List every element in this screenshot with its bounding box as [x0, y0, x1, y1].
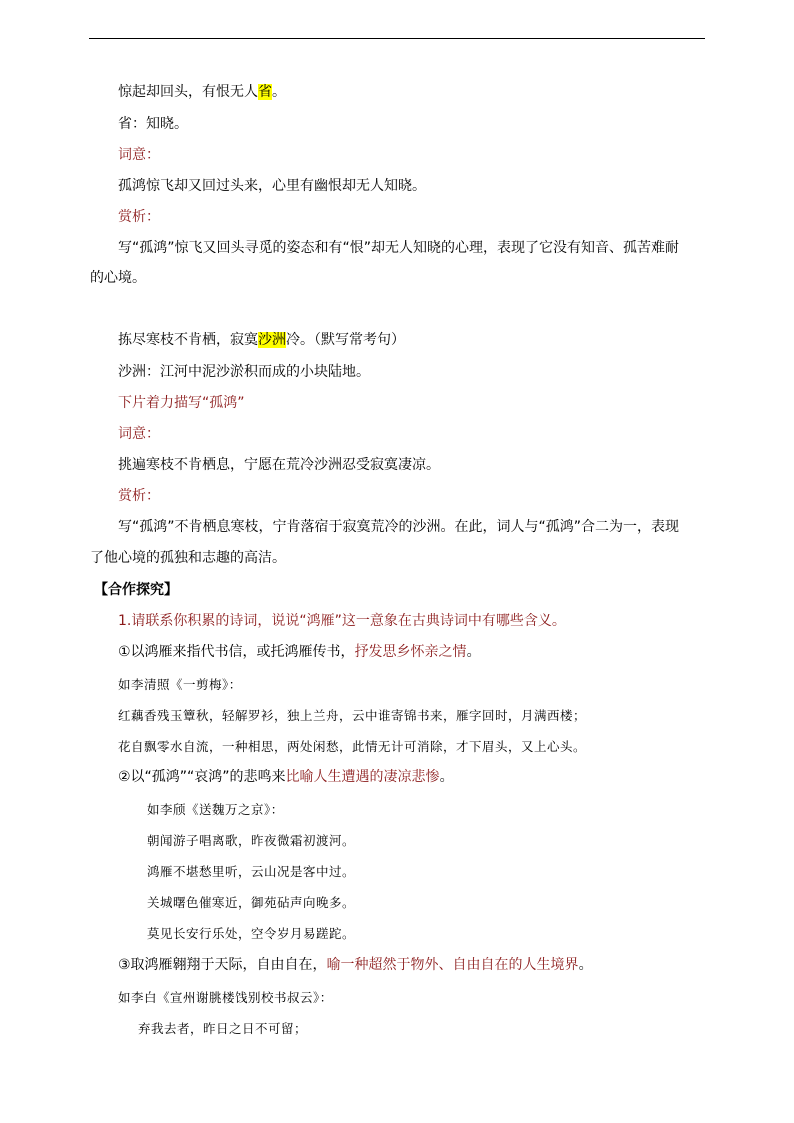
point-2: ②以“孤鸿”“哀鸿”的悲鸣来比喻人生遭遇的凄凉悲惨。 [118, 769, 454, 785]
meaning-2: 挑遍寒枝不肯栖息，宁愿在荒冷沙洲忍受寂寞凄凉。 [118, 457, 440, 473]
example-1-line-2: 花自飘零水自流，一种相思，两处闲愁，此情无计可消除，才下眉头，又上心头。 [118, 739, 587, 754]
gloss-1: 省：知晓。 [118, 116, 188, 132]
point-3: ③取鸿雁翱翔于天际，自由自在，喻一种超然于物外、自由自在的人生境界。 [118, 957, 593, 973]
example-3-line-1: 弃我去者，昨日之日不可留； [138, 1021, 308, 1036]
example-2-line-2: 鸿雁不堪愁里听，云山况是客中过。 [147, 864, 356, 879]
label-meaning-2: 词意： [118, 426, 160, 442]
gloss-2: 沙洲：江河中泥沙淤积而成的小块陆地。 [118, 364, 370, 380]
appreciation-1-line-1: 写“孤鸿”惊飞又回头寻觅的姿态和有“恨”却无人知晓的心理，表现了它没有知音、孤苦难耐 [118, 240, 680, 256]
label-appreciation-2: 赏析： [118, 488, 160, 504]
section-heading: 【合作探究】 [94, 582, 178, 598]
example-2-intro: 如李颀《送魏万之京》： [147, 802, 284, 817]
appreciation-2-line-1: 写“孤鸿”不肯栖息寒枝，宁肯落宿于寂寞荒冷的沙洲。在此，词人与“孤鸿”合二为一，表现 [118, 519, 680, 535]
example-1-line-1: 红藕香残玉簟秋，轻解罗衫，独上兰舟，云中谁寄锦书来，雁字回时，月满西楼； [118, 708, 587, 723]
meaning-1: 孤鸿惊飞却又回过头来，心里有幽恨却无人知晓。 [118, 178, 426, 194]
example-2-line-3: 关城曙色催寒近，御苑砧声向晚多。 [147, 895, 356, 910]
poem-line-2: 拣尽寒枝不肯栖，寂寞沙洲冷。（默写常考句） [118, 332, 405, 348]
note-2: 下片着力描写“孤鸿” [118, 395, 245, 411]
point-1: ①以鸿雁来指代书信，或托鸿雁传书，抒发思乡怀亲之情。 [118, 644, 481, 660]
label-appreciation-1: 赏析： [118, 209, 160, 225]
appreciation-1-line-2: 的心境。 [90, 270, 146, 286]
example-2-line-1: 朝闻游子唱离歌，昨夜微霜初渡河。 [147, 833, 356, 848]
example-3-intro: 如李白《宣州谢朓楼饯别校书叔云》： [118, 990, 333, 1005]
example-1-intro: 如李清照《一剪梅》： [118, 677, 242, 692]
poem-line-1: 惊起却回头，有恨无人省。 [118, 84, 286, 100]
label-meaning-1: 词意： [118, 147, 160, 163]
appreciation-2-line-2: 了他心境的孤独和志趣的高洁。 [90, 550, 286, 566]
example-2-line-4: 莫见长安行乐处，空令岁月易蹉跎。 [147, 926, 356, 941]
question: 1.请联系你积累的诗词，说说“鸿雁”这一意象在古典诗词中有哪些含义。 [118, 613, 566, 629]
highlighted-word: 省 [258, 84, 272, 100]
header-rule [89, 38, 705, 39]
highlighted-word: 沙洲 [258, 332, 286, 348]
